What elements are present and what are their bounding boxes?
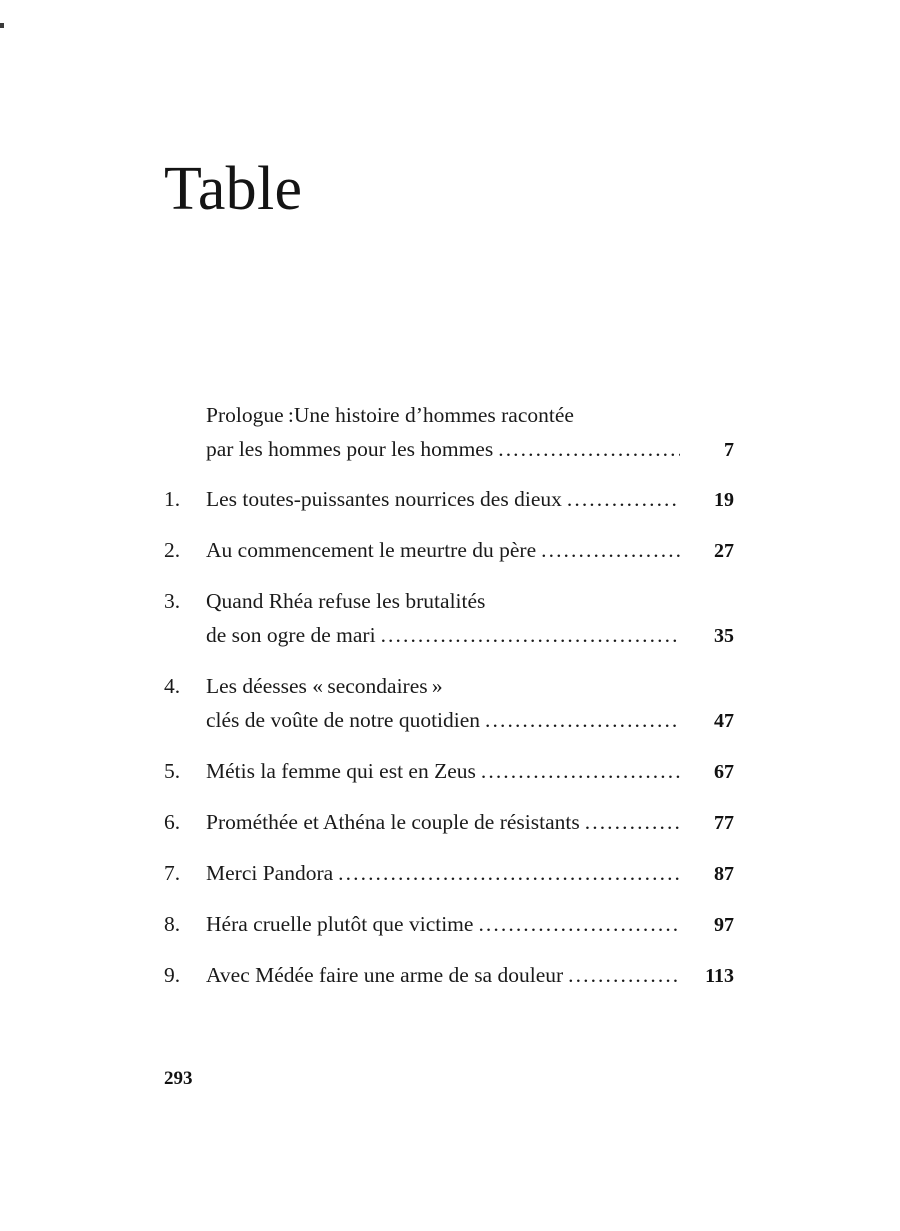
toc-entry-body [206, 398, 734, 432]
page-title: Table [164, 155, 303, 223]
toc-entry-title: clés de voûte de notre quotidien [206, 708, 481, 732]
toc-entry-title: Les toutes-puissantes nourrices des dieux [206, 487, 562, 511]
toc-entry-line-final [164, 703, 734, 738]
toc-entry[interactable] [164, 907, 734, 942]
toc-entry-line-final [164, 856, 734, 891]
toc-entry-number: 9. [164, 963, 181, 987]
toc-entry-number: 6. [164, 810, 181, 834]
toc-entry-line-final [164, 618, 734, 653]
toc-leader-dots [541, 533, 680, 567]
toc-entry-title: Héra cruelle plutôt que victime [206, 912, 474, 936]
toc-entry-line [164, 669, 734, 703]
toc-entry-title: Les déesses « secondaires » [206, 674, 443, 698]
toc-entry[interactable] [164, 482, 734, 517]
toc-entry-line [164, 398, 734, 432]
toc-entry-number: 2. [164, 538, 181, 562]
toc-leader-dots [338, 856, 680, 890]
toc-entry-line [164, 584, 734, 618]
toc-entry-page-number: 113 [705, 965, 734, 987]
table-of-contents-list [164, 398, 734, 1009]
toc-entry-number: 3. [164, 589, 181, 613]
toc-entry[interactable] [164, 584, 734, 653]
toc-entry[interactable] [164, 669, 734, 738]
toc-entry[interactable] [164, 958, 734, 993]
toc-entry-title: Prologue :Une histoire d’hommes racontée [206, 403, 574, 427]
toc-entry-body [206, 907, 734, 942]
toc-entry[interactable] [164, 398, 734, 467]
toc-entry-body [206, 618, 734, 653]
toc-entry-page-number: 67 [714, 761, 734, 783]
toc-leader-dots [381, 618, 680, 652]
toc-leader-dots [485, 703, 680, 737]
toc-entry-page-number: 77 [714, 812, 734, 834]
toc-entry-line-final [164, 482, 734, 517]
toc-entry-body [206, 432, 734, 467]
toc-entry-line-final [164, 805, 734, 840]
toc-entry-number: 1. [164, 487, 181, 511]
toc-leader-dots [568, 958, 680, 992]
toc-entry[interactable] [164, 805, 734, 840]
toc-leader-dots [498, 432, 680, 466]
toc-entry-line-final [164, 958, 734, 993]
toc-entry-body [206, 584, 734, 618]
toc-entry[interactable] [164, 533, 734, 568]
toc-entry-number: 7. [164, 861, 181, 885]
toc-entry-title: Au commencement le meurtre du père [206, 538, 537, 562]
toc-entry-line-final [164, 533, 734, 568]
toc-entry-body [206, 482, 734, 517]
toc-entry-body [206, 856, 734, 891]
toc-leader-dots [567, 482, 680, 516]
toc-entry-body [206, 958, 734, 993]
toc-entry-body [206, 754, 734, 789]
toc-entry-body [206, 805, 734, 840]
toc-entry-line-final [164, 754, 734, 789]
toc-entry-title: Avec Médée faire une arme de sa douleur [206, 963, 564, 987]
toc-entry-title: de son ogre de mari [206, 623, 376, 647]
toc-entry-page-number: 97 [714, 914, 734, 936]
toc-entry[interactable] [164, 754, 734, 789]
toc-entry-page-number: 47 [714, 710, 734, 732]
toc-leader-dots [481, 754, 680, 788]
toc-leader-dots [585, 805, 680, 839]
toc-entry-number: 4. [164, 674, 181, 698]
toc-entry-line-final [164, 432, 734, 467]
toc-entry-title: Métis la femme qui est en Zeus [206, 759, 476, 783]
toc-entry-body [206, 703, 734, 738]
toc-entry-number: 8. [164, 912, 181, 936]
toc-entry-page-number: 27 [714, 540, 734, 562]
toc-entry-page-number: 35 [714, 625, 734, 647]
toc-leader-dots [478, 907, 680, 941]
folio-page-number: 293 [164, 1068, 193, 1089]
toc-entry-line-final [164, 907, 734, 942]
toc-entry-title: Quand Rhéa refuse les brutalités [206, 589, 486, 613]
scan-artifact-mark [0, 23, 4, 28]
toc-entry-page-number: 87 [714, 863, 734, 885]
toc-entry-body [206, 669, 734, 703]
toc-entry-page-number: 19 [714, 489, 734, 511]
toc-entry-page-number: 7 [724, 439, 734, 461]
toc-entry-title: Prométhée et Athéna le couple de résistants [206, 810, 580, 834]
toc-entry-number: 5. [164, 759, 181, 783]
toc-entry-body [206, 533, 734, 568]
toc-entry-title: Merci Pandora [206, 861, 334, 885]
toc-entry-title: par les hommes pour les hommes [206, 437, 494, 461]
toc-entry[interactable] [164, 856, 734, 891]
